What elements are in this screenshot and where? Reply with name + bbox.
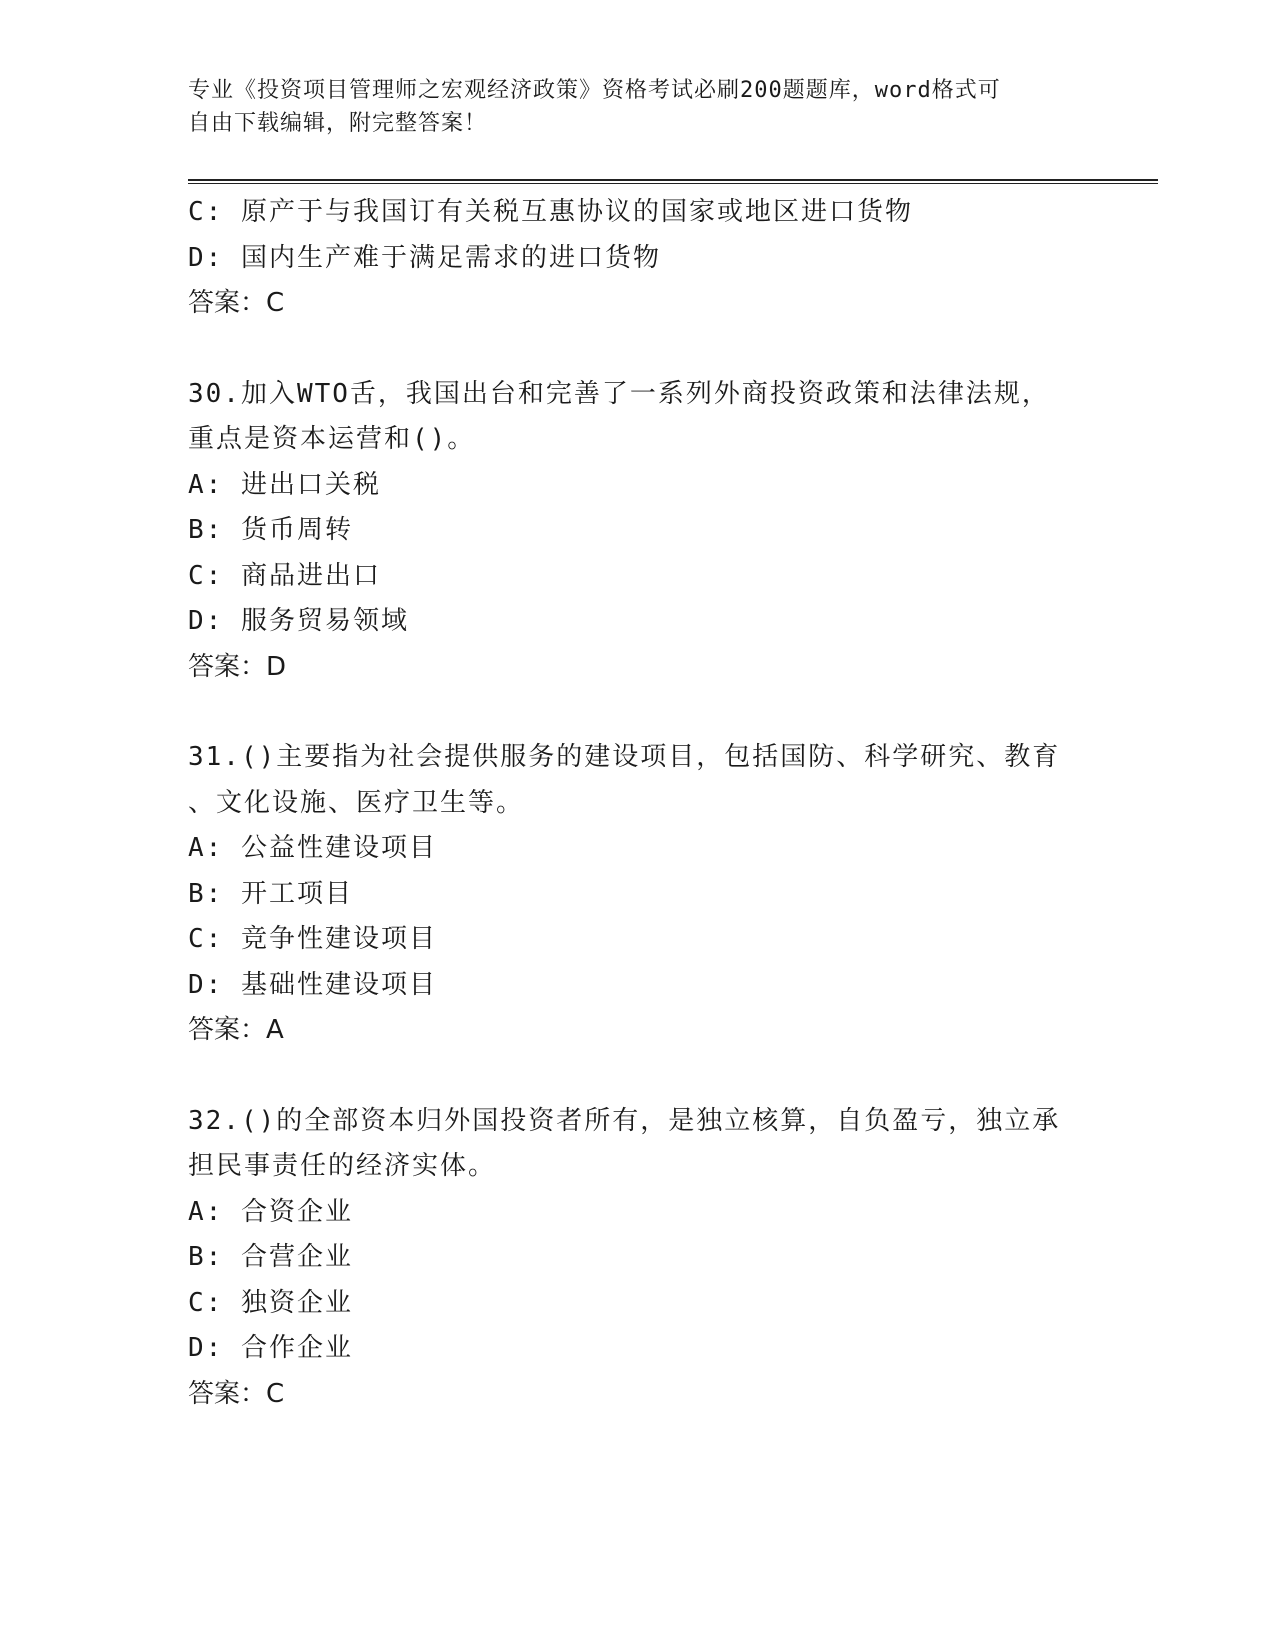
option-b: B: 合营企业: [188, 1242, 353, 1272]
option-a: A: 进出口关税: [188, 469, 381, 500]
option-d: D: 国内生产难于满足需求的进口货物: [188, 242, 661, 273]
option-b: B: 货币周转: [188, 515, 353, 545]
option-a: A: 合资企业: [188, 1196, 353, 1227]
question-text-line-2: 重点是资本运营和()。: [188, 424, 476, 454]
question-list: [188, 190, 1088, 1417]
question-text-line-1: 31.()主要指为社会提供服务的建设项目，包括国防、科学研究、教育: [188, 742, 1061, 772]
question-text-line-1: 32.()的全部资本归外国投资者所有，是独立核算，自负盈亏，独立承: [188, 1105, 1061, 1136]
answer-line: 答案：D: [188, 651, 287, 682]
option-a: A: 公益性建设项目: [188, 833, 437, 863]
option-d: D: 基础性建设项目: [188, 969, 437, 1000]
option-d: D: 服务贸易领域: [188, 606, 409, 636]
option-d: D: 合作企业: [188, 1333, 353, 1363]
question-text-line-2: 担民事责任的经济实体。: [188, 1151, 497, 1181]
question-30: [188, 372, 1088, 691]
option-c: C: 竞争性建设项目: [188, 924, 437, 954]
question-31: [188, 735, 1088, 1054]
header-line-1: 专业《投资项目管理师之宏观经济政策》资格考试必刷200题题库，word格式可: [188, 78, 1001, 103]
option-c: C: 商品进出口: [188, 560, 381, 591]
question-text-line-2: 、文化设施、医疗卫生等。: [188, 787, 525, 818]
document-header: [188, 74, 1068, 140]
header-line-2: 自由下载编辑，附完整答案！: [188, 111, 488, 136]
header-divider: [188, 179, 1158, 181]
question-29-partial: [188, 190, 1088, 327]
option-b: B: 开工项目: [188, 878, 353, 909]
option-c: C: 独资企业: [188, 1287, 353, 1318]
answer-line: 答案：A: [188, 1015, 284, 1045]
answer-line: 答案：C: [188, 1378, 285, 1409]
question-32: [188, 1099, 1088, 1418]
question-text-line-1: 30.加入WTO舌，我国出台和完善了一系列外商投资政策和法律法规，: [188, 378, 1050, 409]
answer-line: 答案：C: [188, 288, 285, 318]
option-c: C: 原产于与我国订有关税互惠协议的国家或地区进口货物: [188, 197, 913, 227]
header-divider-thin: [188, 183, 1158, 184]
